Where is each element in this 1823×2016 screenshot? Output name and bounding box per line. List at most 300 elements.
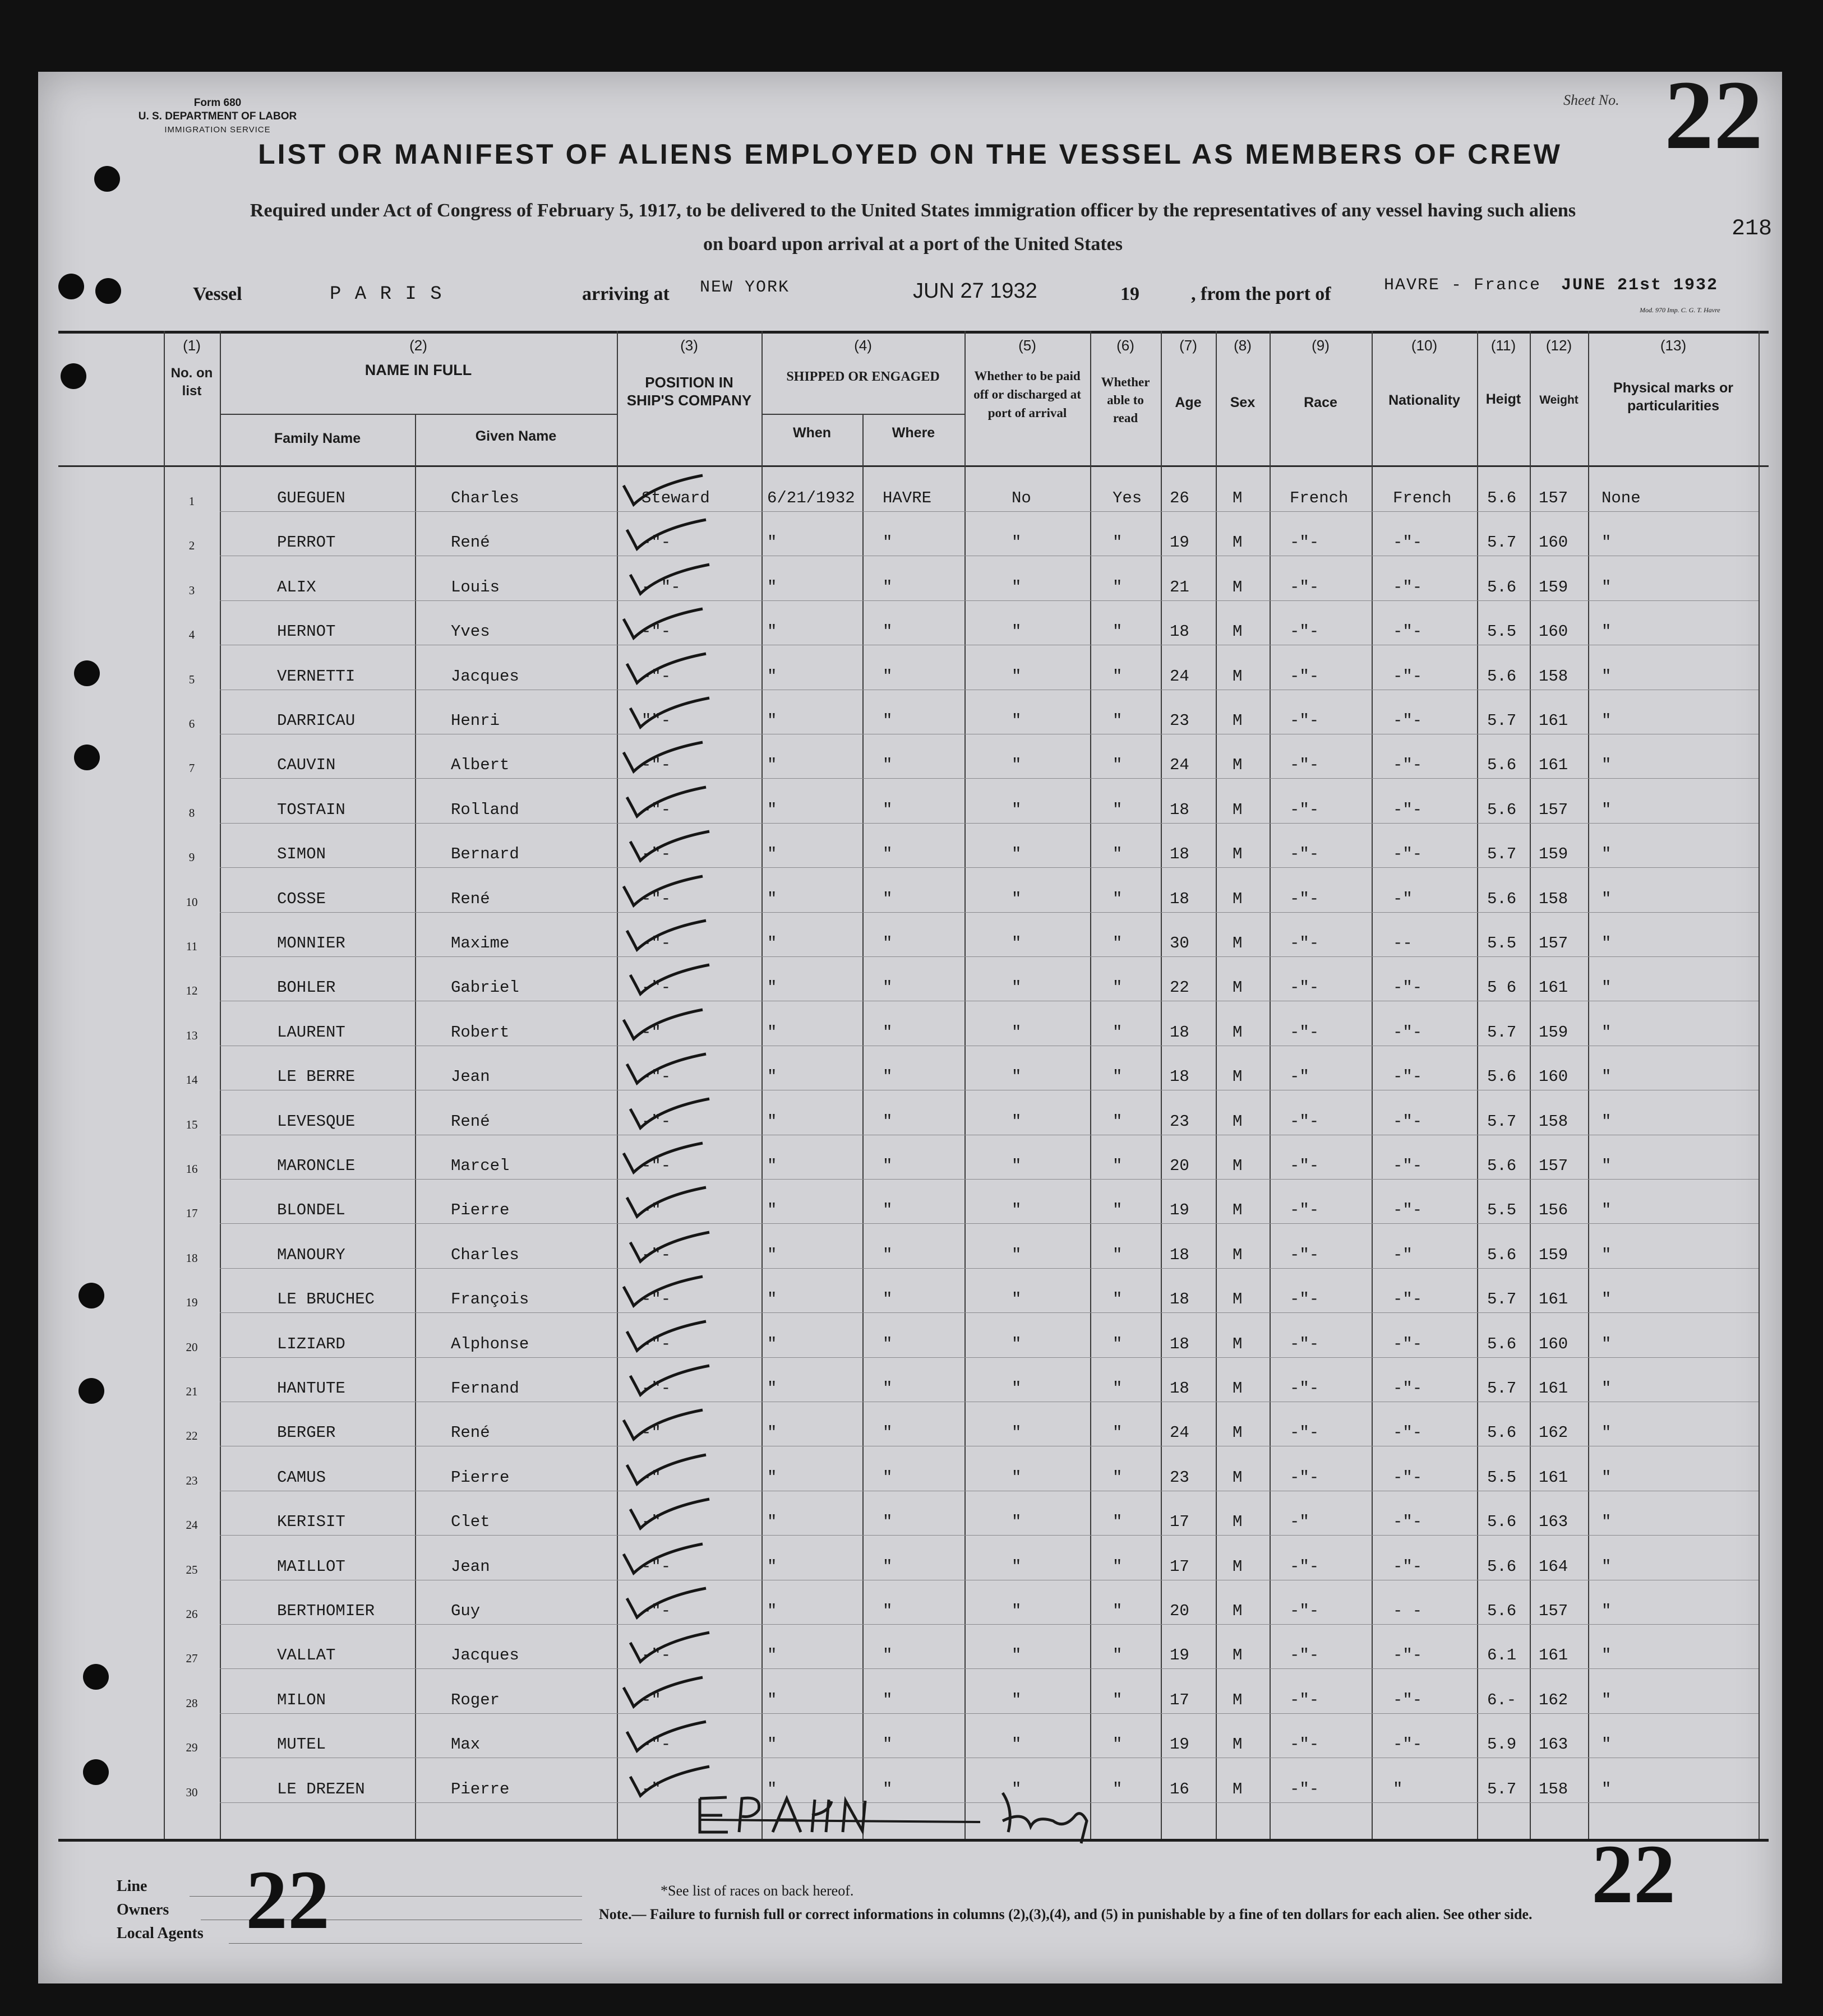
cell-given: René [451, 1112, 490, 1131]
cell-read: Yes [1113, 489, 1142, 507]
cell-paid: " [1012, 1468, 1022, 1487]
cell-weight: 163 [1539, 1735, 1568, 1754]
cell-race: -"- [1290, 1602, 1319, 1620]
cell-nationality: -"- [1393, 1067, 1423, 1086]
cell-sex: M [1233, 1157, 1243, 1175]
cell-when: " [767, 1379, 777, 1398]
cell-read: " [1113, 1067, 1123, 1086]
cell-weight: 157 [1539, 801, 1568, 819]
cell-height: 5.6 [1487, 1423, 1517, 1442]
row-number: 7 [188, 761, 195, 775]
col8-num: (8) [1234, 337, 1252, 354]
departure-date: JUNE 21st 1932 [1561, 276, 1719, 295]
cell-race: -"- [1290, 1023, 1319, 1042]
cell-given: Charles [451, 489, 519, 507]
cell-sex: M [1233, 489, 1243, 507]
cell-race: -"- [1290, 845, 1319, 863]
cell-where: " [883, 1468, 893, 1487]
cell-family: GUEGUEN [277, 489, 345, 507]
cell-paid: " [1012, 1201, 1022, 1219]
cell-sex: M [1233, 1290, 1243, 1308]
cell-family: LE BRUCHEC [277, 1290, 375, 1308]
cell-position: -"- [641, 756, 671, 774]
cell-nationality: -"- [1393, 1646, 1423, 1664]
cell-race: -"- [1290, 1112, 1319, 1131]
cell-read: " [1113, 756, 1123, 774]
cell-weight: 158 [1539, 1112, 1568, 1131]
cell-marks: " [1602, 1023, 1612, 1042]
cell-family: MAILLOT [277, 1557, 345, 1576]
cell-where: " [883, 845, 893, 863]
check-mark-icon [621, 473, 705, 507]
line-label: Line [117, 1878, 147, 1895]
cell-given: Robert [451, 1023, 510, 1042]
cell-read: " [1113, 1157, 1123, 1175]
col12-label: Weight [1539, 394, 1579, 406]
check-mark-icon [621, 1141, 705, 1175]
cell-marks: " [1602, 1780, 1612, 1798]
cell-weight: 164 [1539, 1557, 1568, 1576]
cell-race: -"- [1290, 711, 1319, 730]
department: U. S. DEPARTMENT OF LABOR [138, 110, 297, 122]
check-mark-icon [625, 918, 709, 952]
cell-position: ""- [641, 711, 671, 730]
cell-where: " [883, 1157, 893, 1175]
cell-height: 5.6 [1487, 1067, 1517, 1086]
cell-height: 5.7 [1487, 1023, 1517, 1042]
cell-family: MILON [277, 1691, 326, 1709]
row-number: 12 [186, 984, 198, 997]
cell-nationality: French [1393, 489, 1452, 507]
cell-weight: 158 [1539, 667, 1568, 686]
cell-height: 5.9 [1487, 1735, 1517, 1754]
row-number: 30 [186, 1786, 198, 1799]
check-mark-icon [625, 651, 709, 685]
cell-race: -"- [1290, 1557, 1319, 1576]
row-number: 28 [186, 1696, 198, 1710]
cell-marks: " [1602, 890, 1612, 908]
col-divider [1477, 331, 1478, 1839]
col-divider [862, 414, 864, 1839]
check-mark-icon [625, 517, 709, 551]
cell-height: 5.6 [1487, 890, 1517, 908]
cell-position: -"- [641, 667, 671, 686]
cell-height: 5.6 [1487, 489, 1517, 507]
cell-position: -"- [641, 1067, 671, 1086]
cell-when: " [767, 1335, 777, 1353]
cell-where: " [883, 801, 893, 819]
cell-age: 24 [1170, 667, 1189, 686]
cell-where: " [883, 1335, 893, 1353]
cell-read: " [1113, 1290, 1123, 1308]
inspector-signature [689, 1776, 1137, 1849]
cell-weight: 159 [1539, 1023, 1568, 1042]
cell-race: -" [1290, 1513, 1309, 1531]
row-rule [220, 1713, 1759, 1714]
col-divider [220, 331, 221, 1839]
cell-nationality: -"- [1393, 756, 1423, 774]
cell-weight: 161 [1539, 756, 1568, 774]
row-number: 10 [186, 895, 198, 909]
cell-race: -"- [1290, 934, 1319, 952]
row-rule [220, 1668, 1759, 1669]
row-rule [220, 511, 1759, 512]
cell-age: 19 [1170, 1735, 1189, 1754]
check-mark-icon [621, 874, 705, 908]
check-mark-icon [628, 562, 712, 596]
cell-race: -"- [1290, 667, 1319, 686]
cell-height: 5.7 [1487, 533, 1517, 552]
cell-position: -"- [641, 1557, 671, 1576]
row-number: 6 [188, 717, 195, 730]
cell-nationality: -"- [1393, 1468, 1423, 1487]
cell-height: 5.7 [1487, 1112, 1517, 1131]
arriving-port: NEW YORK [700, 278, 790, 297]
cell-paid: " [1012, 1112, 1022, 1131]
row-rule [220, 1535, 1759, 1536]
cell-paid: " [1012, 934, 1022, 952]
cell-race: -"- [1290, 1379, 1319, 1398]
cell-sex: M [1233, 1735, 1243, 1754]
cell-sex: M [1233, 845, 1243, 863]
row-number: 11 [186, 940, 198, 953]
cell-sex: M [1233, 578, 1243, 597]
document-subtitle [61, 194, 1765, 261]
cell-read: " [1113, 1735, 1123, 1754]
cell-position: -"- [641, 801, 671, 819]
cell-family: SIMON [277, 845, 326, 863]
cell-given: René [451, 533, 490, 552]
cell-height: 5.5 [1487, 1468, 1517, 1487]
cell-given: Rolland [451, 801, 519, 819]
col7-label: Age [1175, 395, 1202, 410]
cell-race: -"- [1290, 1646, 1319, 1664]
cell-age: 18 [1170, 1335, 1189, 1353]
cell-read: " [1113, 1246, 1123, 1264]
cell-position: -"- [641, 1335, 671, 1353]
cell-marks: " [1602, 1112, 1612, 1131]
cell-read: " [1113, 845, 1123, 863]
row-number: 19 [186, 1296, 198, 1309]
cell-age: 19 [1170, 533, 1189, 552]
cell-given: Roger [451, 1691, 500, 1709]
cell-marks: " [1602, 1691, 1612, 1709]
cell-race: -"- [1290, 1735, 1319, 1754]
cell-position: -"- [641, 1290, 671, 1308]
check-mark-icon [625, 1586, 709, 1620]
cell-race: French [1290, 489, 1349, 507]
cell-when: " [767, 801, 777, 819]
cell-position: -"- [641, 934, 671, 952]
cell-read: " [1113, 1335, 1123, 1353]
row-number: 20 [186, 1340, 198, 1354]
cell-marks: " [1602, 756, 1612, 774]
cell-where: " [883, 890, 893, 908]
cell-marks: " [1602, 1468, 1612, 1487]
cell-race: -"- [1290, 890, 1319, 908]
check-mark-icon [621, 1007, 705, 1041]
cell-position: -"- [641, 1602, 671, 1620]
cell-read: " [1113, 711, 1123, 730]
cell-sex: M [1233, 1468, 1243, 1487]
cell-where: " [883, 667, 893, 686]
cell-given: Pierre [451, 1780, 510, 1798]
cell-paid: No [1012, 489, 1031, 507]
agents-label: Local Agents [117, 1925, 204, 1942]
cell-when: " [767, 934, 777, 952]
cell-read: " [1113, 1423, 1123, 1442]
check-mark-icon [628, 829, 712, 863]
check-mark-icon [628, 696, 712, 729]
cell-sex: M [1233, 1335, 1243, 1353]
row-rule [220, 778, 1759, 779]
check-mark-icon [628, 1630, 712, 1664]
cell-position: -" [641, 1023, 661, 1042]
check-mark-icon [628, 1363, 712, 1397]
cell-given: Jacques [451, 1646, 519, 1664]
cell-family: MUTEL [277, 1735, 326, 1754]
row-number: 9 [188, 850, 195, 864]
cell-when: " [767, 667, 777, 686]
row-rule [220, 867, 1759, 868]
cell-sex: M [1233, 1023, 1243, 1042]
cell-age: 18 [1170, 1067, 1189, 1086]
row-number: 23 [186, 1474, 198, 1487]
cell-given: René [451, 1423, 490, 1442]
cell-race: -"- [1290, 1691, 1319, 1709]
cell-sex: M [1233, 890, 1243, 908]
cell-height: 5.6 [1487, 1157, 1517, 1175]
cell-family: PERROT [277, 533, 336, 552]
cell-family: COSSE [277, 890, 326, 908]
cell-given: Clet [451, 1513, 490, 1531]
cell-given: Jean [451, 1067, 490, 1086]
cell-where: " [883, 1646, 893, 1664]
check-mark-icon [625, 1719, 709, 1753]
cell-read: " [1113, 1513, 1123, 1531]
check-mark-icon [621, 1408, 705, 1441]
cell-age: 18 [1170, 845, 1189, 863]
row-rule [220, 1312, 1759, 1313]
cell-paid: " [1012, 1557, 1022, 1576]
cell-paid: " [1012, 1246, 1022, 1264]
cell-weight: 163 [1539, 1513, 1568, 1531]
table-top-rule [58, 331, 1769, 334]
cell-read: " [1113, 1112, 1123, 1131]
cell-family: LEVESQUE [277, 1112, 356, 1131]
cell-nationality: -"- [1393, 1157, 1423, 1175]
col1-num: (1) [183, 337, 201, 354]
cell-family: LAURENT [277, 1023, 345, 1042]
cell-sex: M [1233, 801, 1243, 819]
cell-age: 17 [1170, 1557, 1189, 1576]
cell-read: " [1113, 667, 1123, 686]
cell-nationality: -"- [1393, 622, 1423, 641]
row-number: 25 [186, 1563, 198, 1576]
where-header: Where [892, 425, 935, 441]
cell-when: " [767, 1557, 777, 1576]
cell-position: -" [641, 1201, 661, 1219]
cell-paid: " [1012, 1780, 1022, 1798]
cell-family: LIZIARD [277, 1335, 345, 1353]
row-number: 14 [186, 1073, 198, 1086]
cell-race: -"- [1290, 1157, 1319, 1175]
cell-family: ALIX [277, 578, 316, 597]
cell-position: -" [641, 1513, 661, 1531]
cell-given: Marcel [451, 1157, 510, 1175]
cell-age: 17 [1170, 1513, 1189, 1531]
cell-height: 5.6 [1487, 1246, 1517, 1264]
cell-paid: " [1012, 1335, 1022, 1353]
subtitle-line-2: on board upon arrival at a port of the United States [703, 234, 1123, 255]
year-label: 19 [1120, 284, 1139, 304]
cell-height: 6.1 [1487, 1646, 1517, 1664]
cell-age: 20 [1170, 1602, 1189, 1620]
cell-marks: " [1602, 978, 1612, 997]
cell-weight: 161 [1539, 1468, 1568, 1487]
cell-family: BERTHOMIER [277, 1602, 375, 1620]
cell-where: " [883, 1557, 893, 1576]
cell-sex: M [1233, 711, 1243, 730]
cell-read: " [1113, 1691, 1123, 1709]
col13-label: Physical marks or particularities [1613, 380, 1733, 414]
cell-nationality: -" [1393, 890, 1413, 908]
row-rule [220, 912, 1759, 913]
cell-position: -"- [641, 890, 671, 908]
cell-weight: 160 [1539, 533, 1568, 552]
cell-paid: " [1012, 1290, 1022, 1308]
check-mark-icon [621, 1542, 705, 1575]
cell-nationality: -"- [1393, 1691, 1423, 1709]
cell-where: " [883, 578, 893, 597]
vessel-name: P A R I S [330, 284, 443, 305]
cell-when: " [767, 1513, 777, 1531]
row-number: 15 [186, 1118, 198, 1131]
when-header: When [792, 425, 832, 441]
cell-height: 5.5 [1487, 1201, 1517, 1219]
cell-when: " [767, 1691, 777, 1709]
col-divider [415, 414, 416, 1839]
cell-sex: M [1233, 1691, 1243, 1709]
cell-position: -"- [641, 1735, 671, 1754]
cell-read: " [1113, 1602, 1123, 1620]
cell-where: " [883, 1780, 893, 1798]
cell-given: Maxime [451, 934, 510, 952]
col-divider [1759, 331, 1760, 1839]
col-divider [164, 331, 165, 1839]
cell-marks: " [1602, 934, 1612, 952]
cell-marks: " [1602, 711, 1612, 730]
cell-paid: " [1012, 578, 1022, 597]
cell-read: " [1113, 1468, 1123, 1487]
cell-paid: " [1012, 1379, 1022, 1398]
cell-sex: M [1233, 667, 1243, 686]
cell-height: 5.6 [1487, 1602, 1517, 1620]
departure-port: HAVRE - France [1384, 276, 1542, 295]
col4-num: (4) [854, 337, 872, 354]
cell-when: " [767, 1602, 777, 1620]
row-number: 1 [188, 494, 195, 508]
cell-nationality: -"- [1393, 1112, 1423, 1131]
col11-num: (11) [1490, 337, 1516, 354]
cell-weight: 161 [1539, 1646, 1568, 1664]
cell-nationality: -"- [1393, 1557, 1423, 1576]
manifest-sheet [38, 61, 1782, 1983]
row-number: 5 [188, 673, 195, 686]
cell-weight: 160 [1539, 622, 1568, 641]
cell-read: " [1113, 1646, 1123, 1664]
cell-family: VERNETTI [277, 667, 356, 686]
cell-age: 18 [1170, 622, 1189, 641]
row-number: 16 [186, 1162, 198, 1176]
cell-weight: 157 [1539, 1602, 1568, 1620]
stamp-number: 218 [1732, 216, 1773, 242]
cell-position: -"- [641, 533, 671, 552]
cell-height: 5.6 [1487, 801, 1517, 819]
cell-nationality: -- [1393, 934, 1413, 952]
row-rule [220, 1624, 1759, 1625]
col12-num: (12) [1545, 337, 1572, 354]
cell-nationality: -"- [1393, 1335, 1423, 1353]
cell-sex: M [1233, 1423, 1243, 1442]
cell-race: -"- [1290, 756, 1319, 774]
cell-weight: 157 [1539, 1157, 1568, 1175]
cell-given: Max [451, 1735, 481, 1754]
cell-given: Jean [451, 1557, 490, 1576]
cell-marks: " [1602, 533, 1612, 552]
cell-read: " [1113, 622, 1123, 641]
cell-given: Louis [451, 578, 500, 597]
cell-when: " [767, 1112, 777, 1131]
cell-sex: M [1233, 756, 1243, 774]
cell-paid: " [1012, 845, 1022, 863]
cell-family: MARONCLE [277, 1157, 356, 1175]
col8-label: Sex [1230, 395, 1256, 410]
form-number: Form 680 [193, 97, 242, 109]
cell-race: -"- [1290, 1468, 1319, 1487]
cell-given: Pierre [451, 1201, 510, 1219]
col10-label: Nationality [1388, 392, 1460, 408]
cell-position: -"- [641, 978, 671, 997]
row-number: 17 [186, 1206, 198, 1220]
cell-nationality: - - [1393, 1602, 1423, 1620]
col9-num: (9) [1312, 337, 1330, 354]
cell-sex: M [1233, 622, 1243, 641]
cell-given: François [451, 1290, 529, 1308]
cell-when: " [767, 1423, 777, 1442]
cell-given: Gabriel [451, 978, 519, 997]
col2-label: NAME IN FULL [364, 362, 472, 378]
cell-when: " [767, 533, 777, 552]
col3-num: (3) [680, 337, 698, 354]
cell-sex: M [1233, 1246, 1243, 1264]
cell-sex: M [1233, 1513, 1243, 1531]
cell-nationality: -"- [1393, 1023, 1423, 1042]
cell-height: 5.6 [1487, 1513, 1517, 1531]
check-mark-icon [628, 963, 712, 996]
row-number: 2 [188, 539, 195, 552]
cell-when: " [767, 978, 777, 997]
family-name-header: Family Name [274, 431, 361, 446]
col13-num: (13) [1660, 337, 1687, 354]
cell-height: 5.7 [1487, 711, 1517, 730]
cell-given: Bernard [451, 845, 519, 863]
cell-sex: M [1233, 934, 1243, 952]
cell-paid: " [1012, 533, 1022, 552]
cell-family: MANOURY [277, 1246, 345, 1264]
cell-read: " [1113, 533, 1123, 552]
cell-age: 18 [1170, 1290, 1189, 1308]
